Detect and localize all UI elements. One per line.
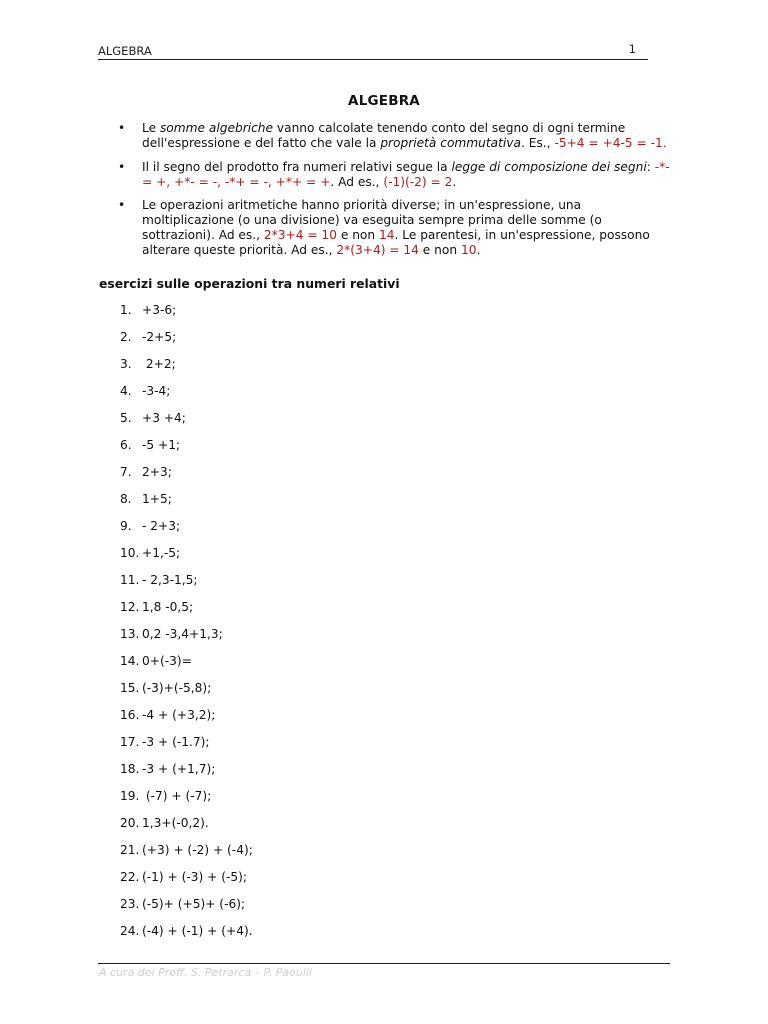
- exercise-expression: 2+2;: [142, 357, 176, 371]
- exercise-expression: -4 + (+3,2);: [142, 708, 216, 722]
- exercise-item: [120, 491, 253, 518]
- exercise-item: [120, 464, 253, 491]
- exercise-expression: 0+(-3)=: [142, 654, 192, 668]
- exercise-item: [120, 572, 253, 599]
- rule-example: 2*(3+4) = 14: [336, 243, 419, 257]
- exercise-item: [120, 545, 253, 572]
- rule-term: somme algebriche: [159, 121, 274, 135]
- rule-example: -5+4 = +4-5 = -1.: [554, 136, 667, 150]
- rule-text: Il il segno del prodotto fra numeri relativi segue la: [142, 159, 452, 174]
- exercise-expression: 1+5;: [142, 492, 172, 506]
- footer-credit: A cura dei Proff. S. Petrarca – P. Paoulli: [99, 966, 313, 979]
- bullet-icon: •: [118, 198, 126, 212]
- exercise-number: 24.: [120, 924, 140, 938]
- exercise-expression: -3 + (-1.7);: [142, 735, 210, 749]
- exercise-number: 6.: [120, 438, 132, 452]
- exercise-expression: -3-4;: [142, 384, 171, 398]
- exercise-list: [120, 302, 253, 950]
- exercise-number: 11.: [120, 573, 140, 587]
- exercise-item: [120, 356, 253, 383]
- exercise-expression: (-4) + (-1) + (+4).: [142, 924, 253, 938]
- exercise-expression: (-5)+ (+5)+ (-6);: [142, 897, 246, 911]
- exercise-expression: (-1) + (-3) + (-5);: [142, 870, 248, 884]
- exercise-item: [120, 815, 253, 842]
- rule-text: Le operazioni aritmetiche hanno priorità diverse; in un'espressione, una moltiplicazione (o una divisione) va eseguita sempre prima delle somme (o sottrazioni). Ad es.,: [142, 198, 602, 242]
- exercise-expression: - 2,3-1,5;: [142, 573, 198, 587]
- exercise-item: [120, 653, 253, 680]
- exercise-number: 1.: [120, 303, 132, 317]
- rule-text: . Le parentesi, in un'espressione, possono alterare queste priorità. Ad es.,: [142, 228, 650, 257]
- exercise-item: [120, 599, 253, 626]
- document-title: ALGEBRA: [348, 93, 420, 109]
- exercise-item: [120, 761, 253, 788]
- exercise-expression: +3 +4;: [142, 411, 186, 425]
- exercise-expression: 1,8 -0,5;: [142, 600, 194, 614]
- rule-term: proprietà commutativa: [380, 136, 521, 150]
- exercise-item: [120, 869, 253, 896]
- exercise-number: 13.: [120, 627, 140, 641]
- exercise-number: 9.: [120, 519, 132, 533]
- exercise-expression: +1,-5;: [142, 546, 181, 560]
- exercise-expression: -5 +1;: [142, 438, 181, 452]
- exercise-item: [120, 410, 253, 437]
- exercise-number: 18.: [120, 762, 140, 776]
- rule-item: [118, 121, 673, 151]
- rule-item: [118, 198, 673, 258]
- bullet-icon: •: [118, 121, 126, 135]
- rule-text: . Ad es.,: [330, 174, 384, 189]
- exercise-number: 3.: [120, 357, 132, 371]
- exercise-number: 7.: [120, 465, 132, 479]
- exercise-item: [120, 707, 253, 734]
- rule-text: e non: [418, 243, 461, 257]
- exercise-item: [120, 680, 253, 707]
- exercise-item: [120, 329, 253, 356]
- rule-text: .: [476, 243, 481, 257]
- header-title: ALGEBRA: [98, 44, 152, 58]
- exercise-item: [120, 734, 253, 761]
- rule-text: Le: [142, 121, 160, 135]
- exercises-heading: esercizi sulle operazioni tra numeri relativi: [99, 276, 400, 291]
- rule-text: . Es.,: [521, 136, 555, 150]
- exercise-item: [120, 518, 253, 545]
- exercise-item: [120, 896, 253, 923]
- exercise-item: [120, 383, 253, 410]
- exercise-expression: -2+5;: [142, 330, 177, 344]
- exercise-item: [120, 626, 253, 653]
- exercise-expression: (-3)+(-5,8);: [142, 681, 212, 695]
- bullet-icon: •: [118, 159, 126, 174]
- exercise-number: 16.: [120, 708, 140, 722]
- exercise-number: 10.: [120, 546, 140, 560]
- exercise-number: 19.: [120, 789, 140, 803]
- rule-text: :: [646, 159, 655, 174]
- rule-item: [118, 160, 673, 190]
- exercise-number: 8.: [120, 492, 132, 506]
- rule-example: -*- = +, +*- = -, -*+ = -, +*+ = +: [142, 159, 670, 189]
- rule-example: 2*3+4 = 10: [263, 228, 337, 242]
- exercise-item: [120, 302, 253, 329]
- rule-example: 10: [460, 243, 477, 257]
- rules-list: [118, 121, 673, 267]
- exercise-number: 12.: [120, 600, 140, 614]
- exercise-expression: - 2+3;: [142, 519, 181, 533]
- exercise-expression: -3 + (+1,7);: [142, 762, 216, 776]
- exercise-expression: +3-6;: [142, 303, 177, 317]
- exercise-number: 4.: [120, 384, 132, 398]
- rule-text: e non: [336, 228, 379, 242]
- exercise-number: 21.: [120, 843, 140, 857]
- exercise-number: 17.: [120, 735, 140, 749]
- exercise-number: 20.: [120, 816, 140, 830]
- exercise-expression: (-7) + (-7);: [142, 789, 212, 803]
- exercise-expression: 2+3;: [142, 465, 172, 479]
- exercise-number: 2.: [120, 330, 132, 344]
- exercise-item: [120, 923, 253, 950]
- rule-term: legge di composizione dei segni: [451, 159, 647, 174]
- rule-text: .: [452, 174, 457, 189]
- rule-example: (-1)(-2) = 2: [383, 174, 453, 189]
- footer-divider: [98, 963, 670, 964]
- exercise-number: 5.: [120, 411, 132, 425]
- exercise-number: 14.: [120, 654, 140, 668]
- page-number: 1: [628, 42, 636, 56]
- rule-example: 14: [378, 228, 395, 242]
- exercise-item: [120, 842, 253, 869]
- page-header: [98, 42, 648, 60]
- exercise-expression: (+3) + (-2) + (-4);: [142, 843, 253, 857]
- exercise-number: 23.: [120, 897, 140, 911]
- exercise-number: 22.: [120, 870, 140, 884]
- exercise-number: 15.: [120, 681, 140, 695]
- exercise-expression: 1,3+(-0,2).: [142, 816, 209, 830]
- rule-text: vanno calcolate tenendo conto del segno di ogni termine dell'espressione e del fatto che vale la: [142, 121, 626, 150]
- exercise-expression: 0,2 -3,4+1,3;: [142, 627, 223, 641]
- exercise-item: [120, 437, 253, 464]
- exercise-item: [120, 788, 253, 815]
